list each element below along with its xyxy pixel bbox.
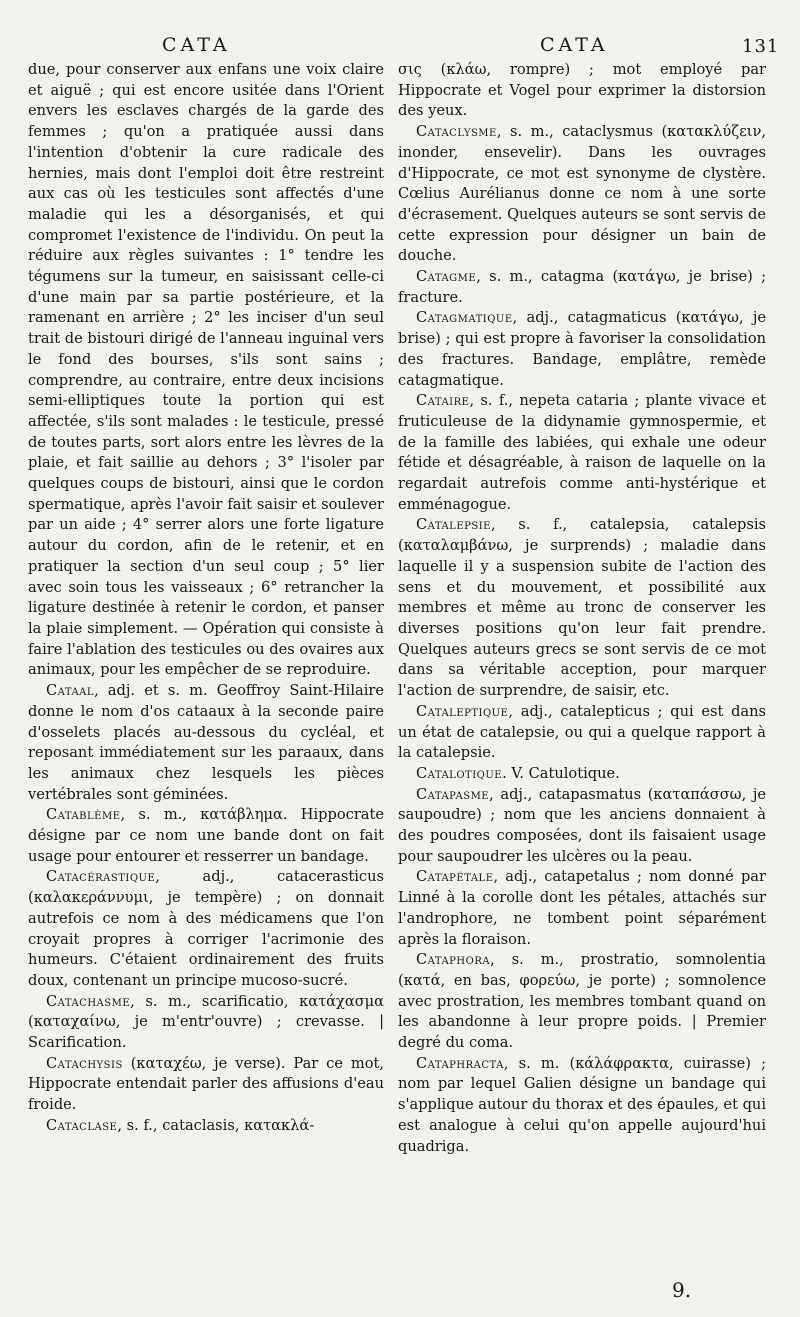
entry-headword: Catagmatique <box>416 309 513 327</box>
signature-mark: 9. <box>672 1278 692 1302</box>
entry-headword: Cataphora <box>416 951 491 969</box>
entry-text: , s. m. (κάλάφρακτα, cuirasse) ; nom par lequel Galien désigne un bandage qui s'applique autour du thorax et des épaules, et qui est analogue à celui qu'on appelle aujourd'hui quadriga. <box>398 1054 766 1155</box>
entry-text: , s. f., nepeta cataria ; plante vivace et fruticuleuse de la didynamie gymnospermie, et de la famille des labiées, qui exhale une odeur fétide et désagréable, à raison de laquelle on la regardait autrefois comme anti-hystérique et emménagogue. <box>398 392 766 513</box>
entry-headword: Catalepsie <box>416 516 491 534</box>
running-head-left: CATA <box>162 34 231 56</box>
paragraph-continuation <box>398 60 766 122</box>
entry-text: , s. m., catagma (κατάγω, je brise) ; fracture. <box>398 268 766 306</box>
entry-text: , s. m., κατάβλημα. Hippocrate désigne par ce nom une bande dont on fait usage pour entourer et resserrer un bandage. <box>28 806 384 865</box>
entry-headword: Cataleptique <box>416 702 509 720</box>
entry-headword: Catapétale <box>416 868 494 886</box>
entry-catableme <box>28 805 384 867</box>
entry-headword: Cataal <box>46 682 95 700</box>
entry-cataclase <box>28 1116 384 1137</box>
entry-catagme <box>398 267 766 308</box>
entry-headword: Catagme <box>416 268 477 286</box>
entry-catalepsie <box>398 515 766 701</box>
paragraph-continuation <box>28 60 384 681</box>
entry-text: , s. m., scarificatio, κατάχασμα (καταχαίνω, je m'entr'ouvre) ; crevasse. | Scarification. <box>28 992 384 1052</box>
entry-catalotique <box>398 764 766 785</box>
entry-text: , s. m., cataclysmus (κατακλύζειν, inonder, ensevelir). Dans les ouvrages d'Hippocrate, ce mot est synonyme de clystère. Cœlius Aurélianus donne ce nom à une sorte d'écrasement. Quelques auteurs se sont servis de cette expression pour désigner un bain de douche. <box>398 123 766 265</box>
entry-headword: Cataire <box>416 392 470 410</box>
entry-text: , adj. et s. m. Geoffroy Saint-Hilaire donne le nom d'os cataaux à la seconde paire d'osselets placés au-dessous du cycléal, et reposant immédiatement sur les paraaux, dans les animaux chez lesquels les pièces vertébrales sont géminées. <box>28 682 384 803</box>
entry-cataphracta <box>398 1054 766 1158</box>
entry-cataclysme <box>398 122 766 267</box>
entry-headword: Catapasme <box>416 785 490 803</box>
entry-headword: Catachysis <box>46 1054 123 1072</box>
entry-headword: Cataclysme <box>416 123 497 141</box>
entry-text: (καταχέω, je verse). Par ce mot, Hippocrate entendait parler des affusions d'eau froide. <box>28 1054 384 1114</box>
entry-cataphora <box>398 950 766 1054</box>
entry-catacerastique <box>28 867 384 991</box>
entry-headword: Cataclase <box>46 1116 118 1134</box>
entry-cataal <box>28 681 384 805</box>
entry-headword: Catachasme <box>46 992 131 1010</box>
entry-headword: Cataphracta <box>416 1054 504 1072</box>
entry-text: , adj., catagmaticus (κατάγω, je brise) ; qui est propre à favoriser la consolidation des fractures. Bandage, emplâtre, remède catagmatique. <box>398 309 766 389</box>
right-column <box>398 60 766 1157</box>
entry-catachasme <box>28 992 384 1054</box>
entry-text: , adj., catapetalus ; nom donné par Linné à la corolle dont les pétales, attachés sur l'androphore, ne tombent point séparément après la floraison. <box>398 868 766 948</box>
running-head-right: CATA <box>540 34 609 56</box>
entry-catachysis <box>28 1054 384 1116</box>
paragraph-text: due, pour conserver aux enfans une voix claire et aiguë ; qui est encore usitée dans l'Orient envers les esclaves chargés de la garde des femmes ; qu'on a pratiquée aussi dans l'intention d'obtenir la cure radicale des hernies, mais dont l'emploi doit être restreint aux cas où les testicules sont affectés d'une maladie qui les a désorganisés, et qui compromet l'existence de l'individu. On peut la réduire aux règles suivantes : 1° tendre les tégumens sur la tumeur, en saisissant celle-ci d'une main par sa partie postérieure, et la ramenant en arrière ; 2° les inciser d'un seul trait de bistouri dirigé de l'anneau inguinal vers le fond des bourses, s'ils sont sains ; comprendre, au contraire, entre deux incisions semi-elliptiques toute la portion qui est affectée, s'ils sont malades : le testicule, pressé de toutes parts, sort alors entre les lèvres de la plaie, et fait saillie au dehors ; 3° l'isoler par quelques coups de bistouri, ainsi que le cordon spermatique, après l'avoir fait saisir et soulever par un aide ; 4° serrer alors une forte ligature autour du cordon, afin de le retenir, et en pratiquer la section d'un seul coup ; 5° lier avec soin tous les vaisseaux ; 6° retrancher la ligature destinée à retenir le cordon, et panser la plaie simplement. — Opération qui consiste à faire l'ablation des testicules ou des ovaires aux animaux, pour les empêcher de se reproduire. <box>28 61 384 679</box>
entry-text: , s. f., cataclasis, κατακλά- <box>117 1116 315 1134</box>
entry-catapetale <box>398 867 766 950</box>
left-column <box>28 60 384 1137</box>
entry-headword: Catablème <box>46 806 121 824</box>
entry-text: , s. m., prostratio, somnolentia (κατά, en bas, φορεύω, je porte) ; somnolence avec prostration, les membres tombant quand on les abandonne à leur propre poids. | Premier degré du coma. <box>398 951 766 1052</box>
entry-text: , s. f., catalepsia, catalepsis (καταλαμβάνω, je surprends) ; maladie dans laquelle il y a suspension subite de l'action des sens et du mouvement, et possibilité aux membres et même au tronc de conserver les diverses positions qu'on leur fait prendre. Quelques auteurs grecs se sont servis de ce mot dans sa véritable acception, pour marquer l'action de surprendre, de saisir, etc. <box>398 516 766 700</box>
entry-text: , adj., catapasmatus (καταπάσσω, je saupoudre) ; nom que les anciens donnaient à des poudres composées, dont ils faisaient usage pour saupoudrer les ulcères ou la peau. <box>398 785 766 865</box>
entry-text: , adj., catalepticus ; qui est dans un état de catalepsie, ou qui a quelque rapport à la catalepsie. <box>398 702 766 762</box>
entry-text: , adj., catacerasticus (καλακεράννυμι, je tempère) ; on donnait autrefois ce nom à des médicamens que l'on croyait propres à corriger l'acrimonie des humeurs. C'étaient ordinairement des fruits doux, contenant un principe mucoso-sucré. <box>28 868 384 989</box>
entry-catagmatique <box>398 308 766 391</box>
entry-text: . V. Catulotique. <box>502 764 620 782</box>
page-number: 131 <box>742 36 780 57</box>
entry-headword: Catacérastique <box>46 868 156 886</box>
entry-cataire <box>398 391 766 515</box>
entry-catapasme <box>398 785 766 868</box>
paragraph-text: σις (κλάω, rompre) ; mot employé par Hippocrate et Vogel pour exprimer la distorsion des yeux. <box>398 61 766 120</box>
entry-cataleptique <box>398 702 766 764</box>
entry-headword: Catalotique <box>416 764 503 782</box>
